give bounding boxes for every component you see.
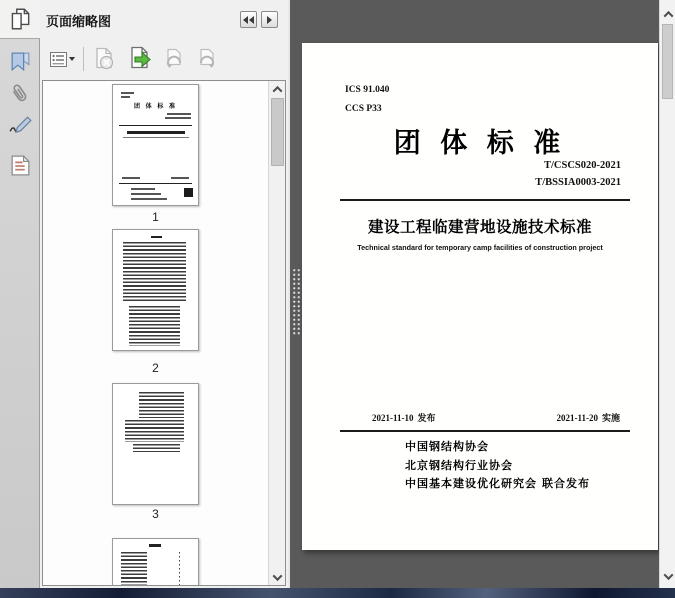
document-scroll-down-button[interactable]	[660, 568, 675, 584]
issue-date-line: 2021-11-10 发布	[372, 413, 436, 423]
delete-pages-button[interactable]	[89, 44, 118, 73]
options-list-icon	[50, 52, 67, 67]
thumbnail-scroll-up-button[interactable]	[269, 81, 286, 97]
standard-type-title: 团 体 标 准	[393, 128, 567, 158]
bookmark-icon	[8, 49, 33, 74]
thumbnail-label-1: 1	[152, 210, 159, 224]
thumbnail-scrollbar-thumb[interactable]	[271, 98, 284, 166]
rotate-counterclockwise-button[interactable]	[159, 44, 188, 73]
panel-title: 页面缩略图	[46, 14, 112, 29]
right-arrow-icon	[267, 16, 272, 24]
bookmarks-panel-button[interactable]	[0, 46, 40, 76]
ics-code: ICS 91.040	[345, 85, 390, 95]
horizontal-rule-top	[340, 199, 630, 201]
panel-resize-divider[interactable]	[288, 0, 302, 588]
signatures-panel-button[interactable]	[0, 112, 40, 142]
issue-label: 发布	[417, 413, 436, 423]
thumbnail-page-3[interactable]	[112, 383, 199, 505]
thumbnail-selection-handle[interactable]	[184, 188, 193, 197]
extract-pages-button[interactable]	[126, 44, 155, 73]
chevron-up-icon	[273, 85, 283, 95]
document-scroll-up-button[interactable]	[660, 6, 675, 22]
pages-icon	[7, 6, 33, 32]
ccs-code: CCS P33	[345, 104, 382, 114]
pdf-page-1	[302, 43, 658, 550]
options-menu-button[interactable]	[46, 46, 78, 72]
chevron-up-icon	[663, 10, 673, 20]
divider-grip-dots[interactable]	[292, 268, 301, 336]
rotate-right-icon	[194, 46, 220, 72]
document-scrollbar-thumb[interactable]	[662, 24, 673, 99]
rotate-left-icon	[161, 46, 187, 72]
thumbnail-scroll-down-button[interactable]	[269, 569, 286, 585]
page-thumbnails-panel	[40, 0, 288, 588]
document-lines-icon	[8, 153, 33, 178]
toolbar-separator	[83, 47, 84, 71]
joint-publish-label: 联合发布	[542, 478, 590, 490]
extract-page-green-arrow-icon	[127, 45, 154, 72]
thumbnail-page-1[interactable]	[112, 84, 199, 206]
delete-page-icon	[91, 46, 117, 72]
thumbnail-page-4[interactable]	[112, 538, 199, 586]
thumbnail-page-2[interactable]	[112, 229, 199, 351]
page-thumbnails-tab[interactable]	[0, 0, 40, 39]
document-view	[302, 0, 659, 588]
layers-panel-button[interactable]	[0, 150, 40, 180]
thumbnail-scrollbar[interactable]	[268, 81, 285, 585]
thumbnail-strip	[43, 81, 268, 585]
desktop-wallpaper-strip	[0, 588, 675, 598]
panel-header	[40, 0, 288, 39]
attachments-panel-button[interactable]	[0, 79, 40, 109]
navigation-icon-rail	[0, 0, 40, 588]
horizontal-rule-bottom	[340, 430, 630, 432]
issuing-org-2: 北京钢结构行业协会	[405, 460, 513, 472]
dropdown-caret-icon	[69, 57, 75, 61]
standard-code-2: T/BSSIA0003-2021	[535, 177, 621, 188]
issuing-org-1: 中国钢结构协会	[405, 441, 489, 453]
panel-collapse-button[interactable]	[240, 11, 257, 28]
rotate-clockwise-button[interactable]	[192, 44, 221, 73]
signature-pen-icon	[7, 114, 33, 140]
paperclip-icon	[7, 81, 33, 107]
panel-forward-button[interactable]	[261, 11, 278, 28]
document-scrollbar[interactable]	[659, 0, 675, 588]
thumbnail-label-2: 2	[152, 361, 159, 375]
thumbnail-label-3: 3	[152, 507, 159, 521]
implementation-date-line: 2021-11-20 实施	[556, 413, 620, 423]
chevron-down-icon	[663, 570, 673, 580]
standard-code-1: T/CSCS020-2021	[543, 160, 621, 171]
double-left-arrow-icon	[243, 16, 248, 24]
thumb1-mini-title: 团 体 标 准	[133, 104, 177, 110]
chevron-down-icon	[273, 571, 283, 581]
implementation-label: 实施	[601, 413, 620, 423]
document-title-en: Technical standard for temporary camp facilities of construction project	[357, 243, 603, 252]
thumbnail-list	[42, 80, 286, 586]
document-title-cn: 建设工程临建营地设施技术标准	[367, 219, 592, 236]
issuing-org-3: 中国基本建设优化研究会	[405, 478, 537, 490]
thumbnails-toolbar	[40, 39, 288, 80]
